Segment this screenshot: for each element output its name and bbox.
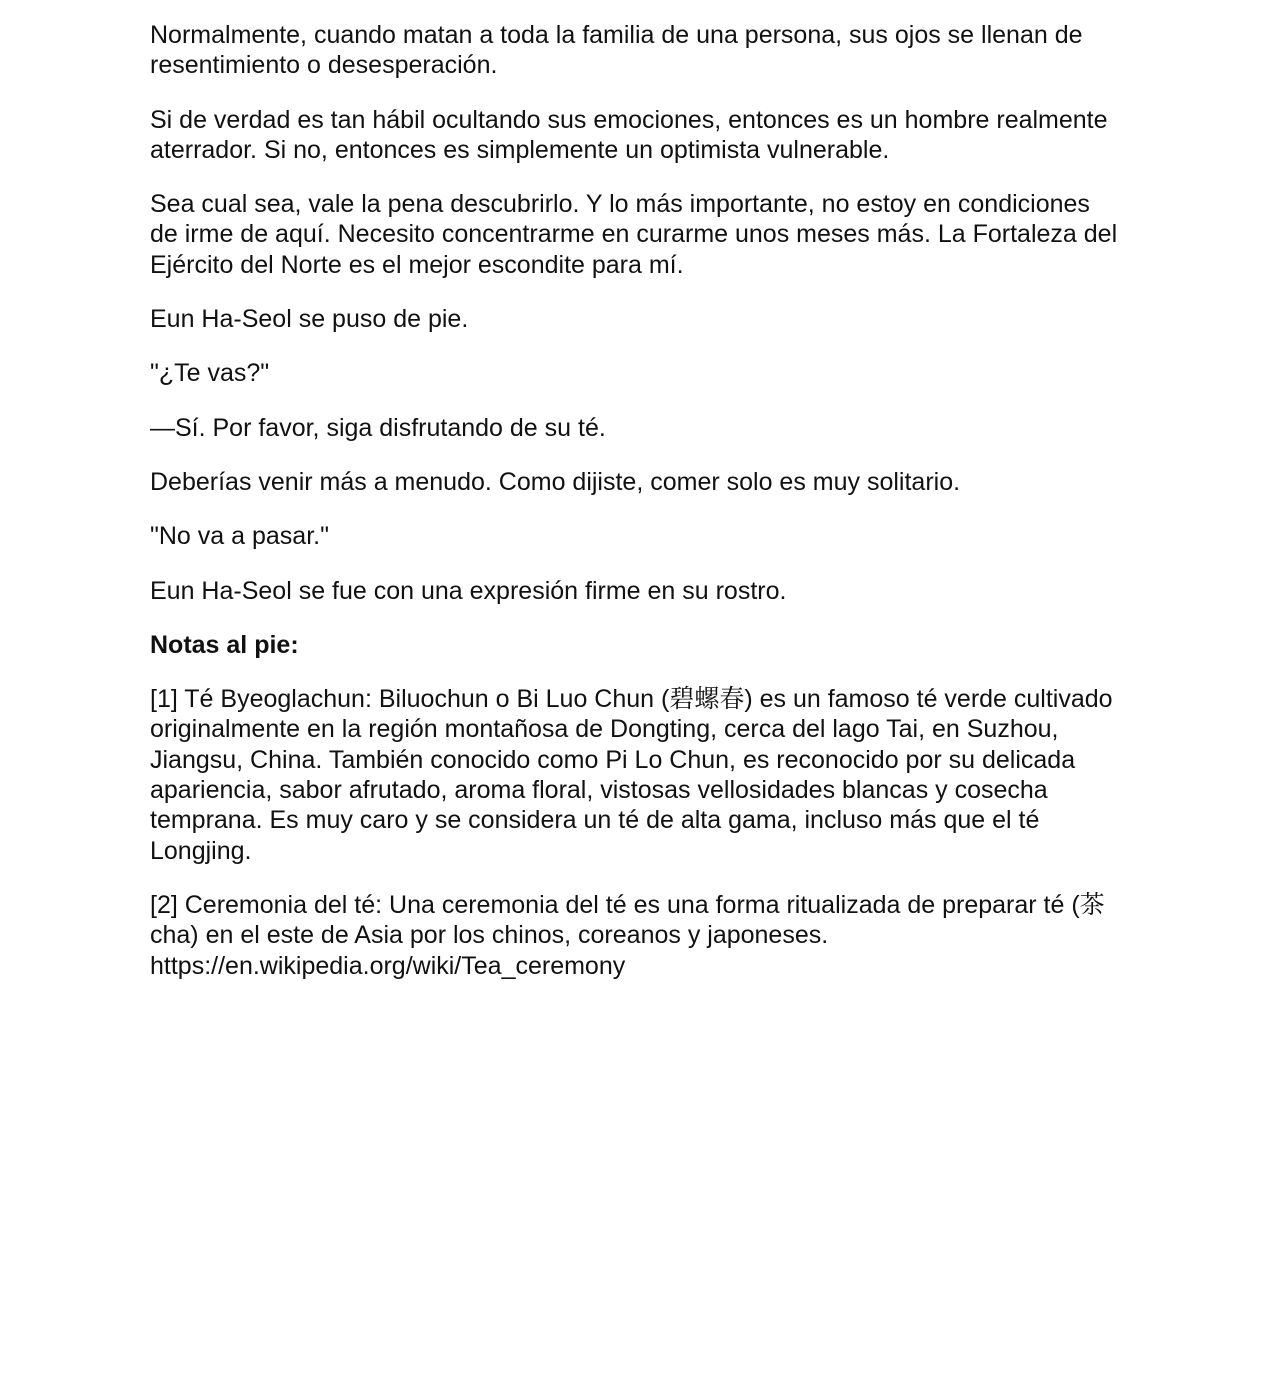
text-line: temprana. Es muy caro y se considera un té de alta gama, incluso más que el té	[150, 806, 1040, 835]
document-page	[150, 20, 1125, 1005]
paragraph	[150, 20, 1125, 81]
text-line: aterrador. Si no, entonces es simplemente un optimista vulnerable.	[150, 135, 890, 164]
paragraph	[150, 521, 1125, 551]
text-line: Normalmente, cuando matan a toda la familia de una persona, sus ojos se llenan de	[150, 21, 1083, 49]
text-line: —Sí. Por favor, siga disfrutando de su té.	[150, 413, 606, 442]
text-line: Sea cual sea, vale la pena descubrirlo. Y lo más importante, no estoy en condiciones	[150, 190, 1090, 219]
paragraph	[150, 189, 1125, 280]
paragraph	[150, 413, 1125, 443]
text-line: "No va a pasar."	[150, 522, 329, 551]
text-line: Longjing.	[150, 836, 252, 865]
text-line: Eun Ha-Seol se puso de pie.	[150, 305, 469, 334]
text-line: Si de verdad es tan hábil ocultando sus emociones, entonces es un hombre realmente	[150, 105, 1108, 134]
paragraph	[150, 467, 1125, 497]
text-line: Ejército del Norte es el mejor escondite para mí.	[150, 250, 684, 279]
paragraph	[150, 105, 1125, 166]
paragraph	[150, 576, 1125, 606]
text-line: cha) en el este de Asia por los chinos, coreanos y japoneses.	[150, 921, 829, 950]
text-line: [2] Ceremonia del té: Una ceremonia del té es una forma ritualizada de preparar té (茶	[150, 890, 1105, 919]
text-line: de irme de aquí. Necesito concentrarme en curarme unos meses más. La Fortaleza del	[150, 220, 1118, 249]
paragraph	[150, 890, 1125, 981]
text-line: Jiangsu, China. También conocido como Pi Lo Chun, es reconocido por su delicada	[150, 745, 1076, 774]
text-line: "¿Te vas?"	[150, 359, 270, 388]
text-line: https://en.wikipedia.org/wiki/Tea_ceremony	[150, 951, 626, 980]
text-line: Notas al pie:	[150, 630, 299, 659]
paragraph	[150, 684, 1125, 866]
text-line: [1] Té Byeoglachun: Biluochun o Bi Luo Chun (碧螺春) es un famoso té verde cultivado	[150, 685, 1113, 714]
text-line: Eun Ha-Seol se fue con una expresión firme en su rostro.	[150, 576, 787, 605]
paragraph	[150, 358, 1125, 388]
paragraph	[150, 304, 1125, 334]
text-line: Deberías venir más a menudo. Como dijiste, comer solo es muy solitario.	[150, 467, 961, 496]
text-line: resentimiento o desesperación.	[150, 51, 498, 80]
text-line: originalmente en la región montañosa de Dongting, cerca del lago Tai, en Suzhou,	[150, 715, 1059, 744]
text-line: apariencia, sabor afrutado, aroma floral, vistosas vellosidades blancas y cosecha	[150, 776, 1048, 805]
section-heading	[150, 630, 1125, 660]
